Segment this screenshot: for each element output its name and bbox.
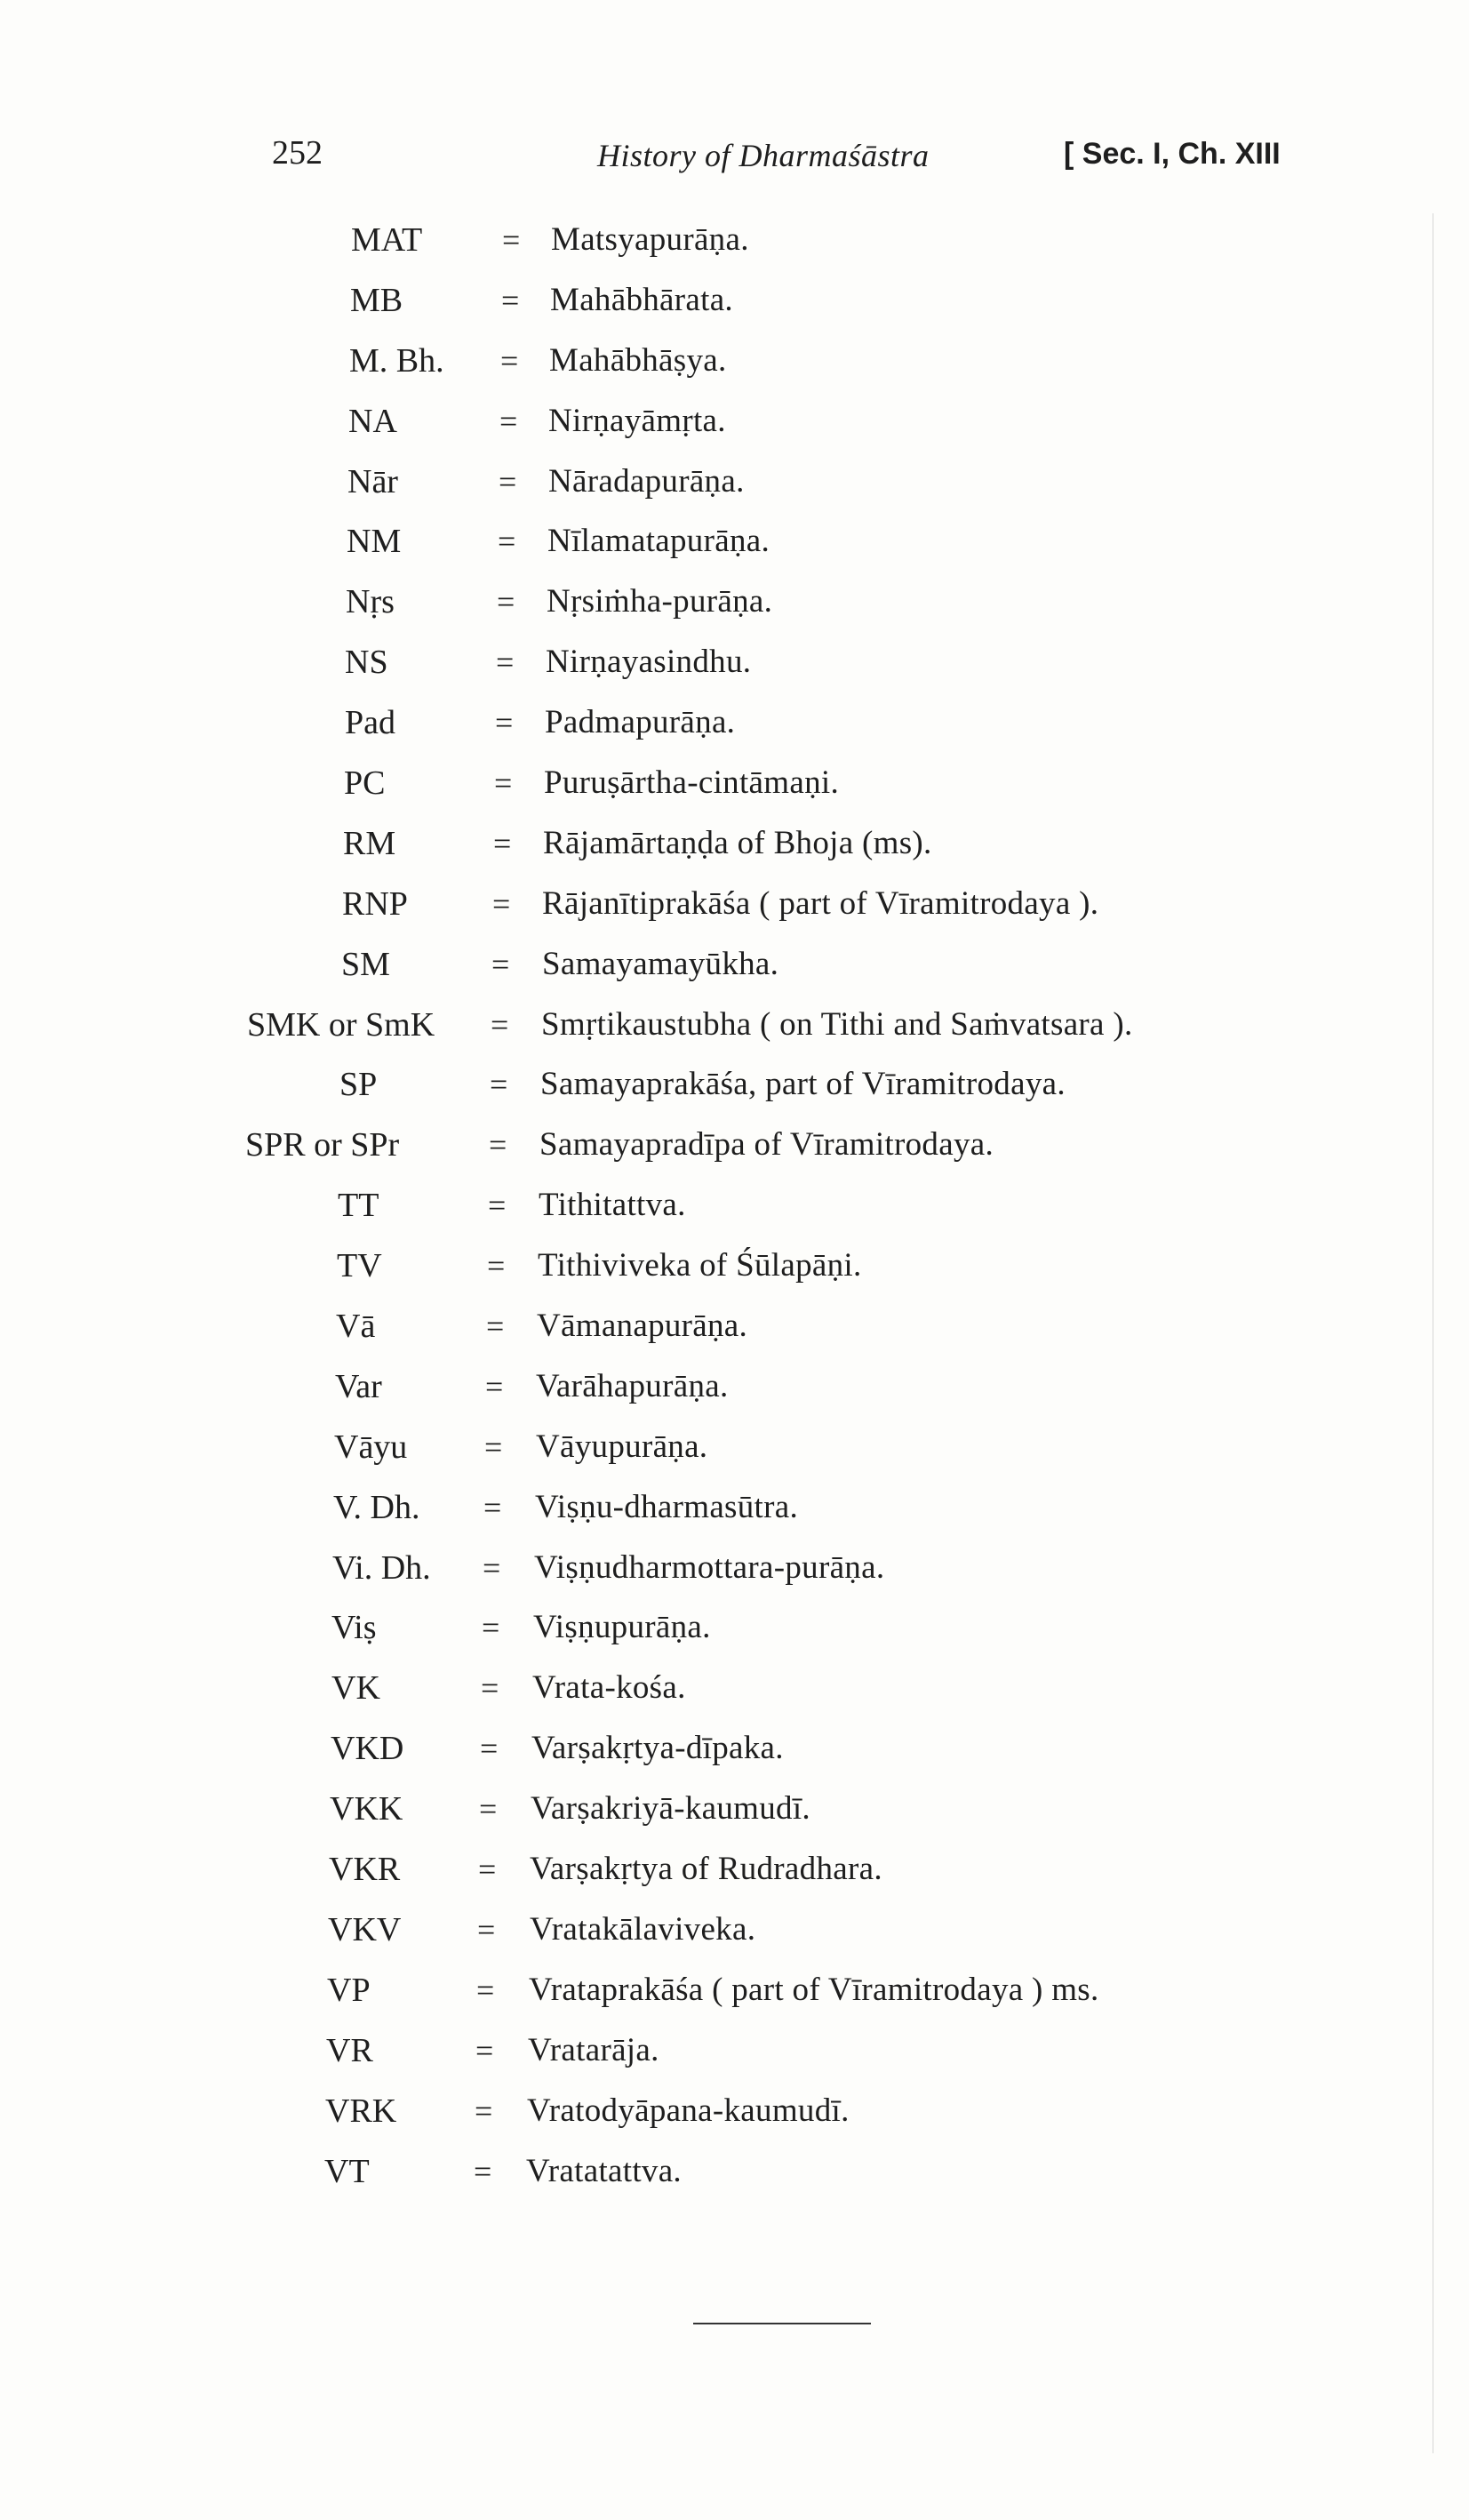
expansion: Smṛtikaustubha ( on Tithi and Saṁvatsara ). <box>541 1005 1133 1043</box>
abbreviation: MAT <box>351 221 423 259</box>
abbreviation: Nār <box>347 462 398 500</box>
abbreviation-entry <box>0 1848 1469 1908</box>
abbreviation: SP <box>339 1066 378 1104</box>
abbreviation: SPR or SPr <box>245 1126 400 1164</box>
abbreviation-entry <box>0 1184 1469 1244</box>
equals-sign: = <box>492 885 511 922</box>
abbreviation: VRK <box>325 2092 397 2130</box>
expansion: Vratarāja. <box>528 2031 659 2068</box>
abbreviation-entry <box>0 701 1469 762</box>
equals-sign: = <box>501 282 520 318</box>
abbreviation: NS <box>345 644 388 682</box>
abbreviation-entry <box>0 1305 1469 1365</box>
abbreviation: SMK or SmK <box>247 1005 435 1044</box>
equals-sign: = <box>494 765 513 802</box>
expansion: Rājamārtaṇḍa of Bhoja (ms). <box>543 824 932 861</box>
abbreviation: Vāyu <box>334 1428 408 1466</box>
equals-sign: = <box>479 1791 498 1828</box>
equals-sign: = <box>499 403 518 439</box>
abbreviation: VKD <box>331 1730 404 1768</box>
equals-sign: = <box>502 222 521 258</box>
abbreviation-entry <box>0 1124 1469 1184</box>
page-header <box>0 133 1469 187</box>
equals-sign: = <box>483 1549 501 1586</box>
abbreviation: VP <box>327 1971 371 2009</box>
section-reference: [ Sec. I, Ch. XIII <box>1064 137 1281 171</box>
equals-sign: = <box>475 2032 494 2068</box>
abbreviation-entry <box>0 1667 1469 1727</box>
equals-sign: = <box>493 825 512 861</box>
equals-sign: = <box>487 1248 506 1284</box>
abbreviation-entry <box>0 641 1469 701</box>
equals-sign: = <box>491 1006 509 1043</box>
equals-sign: = <box>483 1489 502 1525</box>
expansion: Vratodyāpana-kaumudī. <box>527 2092 850 2129</box>
abbreviation: V. Dh. <box>333 1488 420 1526</box>
abbreviation-entry <box>0 943 1469 1004</box>
equals-sign: = <box>500 342 519 379</box>
abbreviation-entry <box>0 1547 1469 1607</box>
expansion: Samayaprakāśa, part of Vīramitrodaya. <box>540 1066 1066 1103</box>
abbreviation: VR <box>326 2031 373 2069</box>
abbreviation-entry <box>0 1727 1469 1788</box>
equals-sign: = <box>488 1188 507 1224</box>
equals-sign: = <box>481 1670 499 1707</box>
abbreviation-entry <box>0 1244 1469 1305</box>
expansion: Rājanītiprakāśa ( part of Vīramitrodaya ). <box>542 884 1099 922</box>
equals-sign: = <box>486 1308 505 1345</box>
equals-sign: = <box>474 2153 492 2189</box>
equals-sign: = <box>495 705 514 741</box>
abbreviation-entry <box>0 1063 1469 1124</box>
expansion: Vrata-kośa. <box>532 1669 686 1707</box>
expansion: Varṣakṛtya of Rudradhara. <box>530 1851 882 1888</box>
expansion: Tithitattva. <box>539 1187 686 1224</box>
expansion: Samayapradīpa of Vīramitrodaya. <box>539 1126 994 1164</box>
abbreviation-entry <box>0 219 1469 279</box>
abbreviation: VKK <box>330 1790 403 1828</box>
abbreviation-entry <box>0 1486 1469 1547</box>
expansion: Nāradapurāṇa. <box>548 462 745 500</box>
abbreviation: VKR <box>329 1851 401 1889</box>
abbreviation: NM <box>347 523 402 561</box>
expansion: Vrataprakāśa ( part of Vīramitrodaya ) ms. <box>529 1971 1099 2008</box>
abbreviation-entry <box>0 2150 1469 2211</box>
abbreviation: VT <box>324 2152 370 2190</box>
abbreviation: RM <box>343 824 396 862</box>
abbreviation-entry <box>0 1004 1469 1064</box>
abbreviation-entry <box>0 400 1469 460</box>
abbreviation-entry <box>0 822 1469 883</box>
abbreviation: RNP <box>342 884 408 923</box>
equals-sign: = <box>497 584 515 620</box>
equals-sign: = <box>496 644 515 681</box>
equals-sign: = <box>498 524 516 560</box>
abbreviation-entry <box>0 1788 1469 1848</box>
equals-sign: = <box>489 1127 507 1164</box>
abbreviation: VK <box>331 1669 380 1708</box>
expansion: Vāmanapurāṇa. <box>537 1308 748 1345</box>
abbreviation: VKV <box>328 1910 402 1948</box>
abbreviation-entry <box>0 340 1469 400</box>
equals-sign: = <box>490 1067 508 1103</box>
abbreviation-entry <box>0 279 1469 340</box>
abbreviation: TV <box>337 1247 382 1285</box>
expansion: Nṛsiṁha-purāṇa. <box>547 583 773 620</box>
expansion: Mahābhārata. <box>550 281 733 318</box>
abbreviation: Var <box>335 1367 382 1405</box>
expansion: Viṣṇudharmottara-purāṇa. <box>534 1548 885 1586</box>
expansion: Vratakālaviveka. <box>530 1910 756 1948</box>
expansion: Nirṇayasindhu. <box>546 644 752 681</box>
abbreviation: M. Bh. <box>349 341 444 380</box>
abbreviation-entry <box>0 1365 1469 1426</box>
expansion: Nirṇayāmṛta. <box>548 402 726 439</box>
equals-sign: = <box>478 1852 497 1888</box>
abbreviation-entry <box>0 1969 1469 2029</box>
expansion: Matsyapurāṇa. <box>551 221 749 258</box>
equals-sign: = <box>476 1972 495 2008</box>
abbreviation-entry <box>0 460 1469 521</box>
expansion: Mahābhāṣya. <box>549 341 727 379</box>
abbreviation-list <box>0 219 1469 2210</box>
abbreviation: NA <box>348 402 397 440</box>
equals-sign: = <box>482 1610 500 1646</box>
equals-sign: = <box>491 946 510 982</box>
expansion: Varāhapurāṇa. <box>536 1367 729 1404</box>
abbreviation-entry <box>0 580 1469 641</box>
equals-sign: = <box>499 463 517 500</box>
equals-sign: = <box>477 1911 496 1948</box>
expansion: Vāyupurāṇa. <box>536 1428 708 1465</box>
equals-sign: = <box>475 2092 493 2129</box>
abbreviation-entry <box>0 1908 1469 1969</box>
abbreviation: Vā <box>336 1308 376 1346</box>
end-rule <box>693 2323 871 2324</box>
running-title: History of Dharmaśāstra <box>597 138 930 173</box>
page-number: 252 <box>272 134 323 172</box>
abbreviation-entry <box>0 762 1469 822</box>
expansion: Varṣakṛtya-dīpaka. <box>531 1730 784 1767</box>
abbreviation-entry <box>0 1606 1469 1667</box>
equals-sign: = <box>484 1428 503 1465</box>
abbreviation-entry <box>0 2029 1469 2090</box>
abbreviation: Nṛs <box>346 583 395 621</box>
expansion: Tithiviveka of Śūlapāṇi. <box>538 1247 862 1284</box>
expansion: Viṣṇupurāṇa. <box>533 1609 711 1646</box>
equals-sign: = <box>485 1368 504 1404</box>
abbreviation: PC <box>344 764 386 803</box>
abbreviation: SM <box>341 945 390 983</box>
abbreviation: TT <box>338 1187 379 1225</box>
abbreviation: MB <box>350 281 403 319</box>
abbreviation-entry <box>0 883 1469 943</box>
abbreviation-entry <box>0 2090 1469 2150</box>
expansion: Vratatattva. <box>526 2152 682 2189</box>
equals-sign: = <box>480 1731 499 1767</box>
expansion: Nīlamatapurāṇa. <box>547 523 770 560</box>
abbreviation: Pad <box>345 704 395 742</box>
abbreviation-entry <box>0 1426 1469 1486</box>
expansion: Viṣṇu-dharmasūtra. <box>535 1488 799 1525</box>
expansion: Padmapurāṇa. <box>545 704 736 741</box>
abbreviation-entry <box>0 520 1469 580</box>
abbreviation: Viṣ <box>331 1609 377 1647</box>
abbreviation: Vi. Dh. <box>332 1548 431 1587</box>
expansion: Samayamayūkha. <box>542 945 779 982</box>
expansion: Varṣakriyā-kaumudī. <box>531 1790 810 1828</box>
expansion: Puruṣārtha-cintāmaṇi. <box>544 764 840 802</box>
